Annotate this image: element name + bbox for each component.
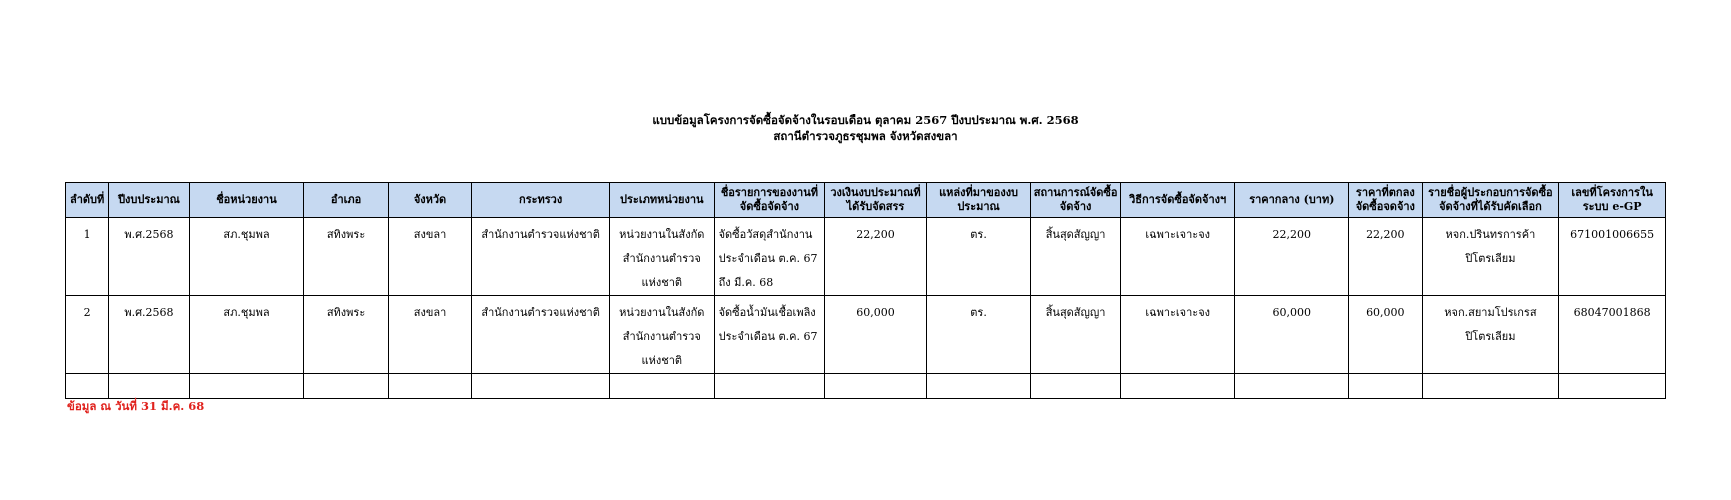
empty-cell [189, 374, 304, 399]
cell-district: สทิงพระ [304, 218, 388, 296]
cell-vendor: หจก.สยามโปรเกรสปิโตรเลียม [1422, 296, 1559, 374]
cell-median-price: 60,000 [1235, 296, 1349, 374]
header-cell: เลขที่โครงการในระบบ e-GP [1559, 183, 1666, 218]
empty-cell [1349, 374, 1422, 399]
data-date-note: ข้อมูล ณ วันที่ 31 มี.ค. 68 [67, 399, 205, 413]
cell-year: พ.ศ.2568 [109, 296, 189, 374]
cell-agency: สภ.ชุมพล [189, 218, 304, 296]
cell-province: สงขลา [388, 218, 471, 296]
empty-cell [388, 374, 471, 399]
title-line-2: สถานีตำรวจภูธรชุมพล จังหวัดสงขลา [773, 129, 958, 143]
empty-cell [610, 374, 715, 399]
header-cell: ชื่อรายการของงานที่จัดซื้อจัดจ้าง [714, 183, 825, 218]
cell-vendor: หจก.ปรินทรการค้าปิโตรเลียม [1422, 218, 1559, 296]
cell-status: สิ้นสุดสัญญา [1031, 296, 1121, 374]
cell-method: เฉพาะเจาะจง [1120, 296, 1235, 374]
procurement-table [65, 182, 1666, 399]
table-row [66, 218, 1666, 296]
header-cell: วิธีการจัดซื้อจัดจ้างฯ [1120, 183, 1235, 218]
header-cell: ประเภทหน่วยงาน [610, 183, 715, 218]
header-cell: ลำดับที่ [66, 183, 109, 218]
empty-cell [1559, 374, 1666, 399]
cell-source: ตร. [926, 296, 1031, 374]
header-cell: ปีงบประมาณ [109, 183, 189, 218]
cell-no: 1 [66, 218, 109, 296]
header-cell: แหล่งที่มาของงบประมาณ [926, 183, 1031, 218]
header-cell: ชื่อหน่วยงาน [189, 183, 304, 218]
empty-cell [714, 374, 825, 399]
cell-median-price: 22,200 [1235, 218, 1349, 296]
empty-cell [66, 374, 109, 399]
empty-cell [1120, 374, 1235, 399]
empty-cell [825, 374, 927, 399]
header-cell: วงเงินงบประมาณที่ได้รับจัดสรร [825, 183, 927, 218]
cell-egp-no: 68047001868 [1559, 296, 1666, 374]
cell-agency-type: หน่วยงานในสังกัดสำนักงานตำรวจแห่งชาติ [610, 296, 715, 374]
header-row [66, 183, 1666, 218]
table-row [66, 296, 1666, 374]
header-cell: กระทรวง [472, 183, 610, 218]
header-cell: รายชื่อผู้ประกอบการจัดซื้อจัดจ้างที่ได้รับคัดเลือก [1422, 183, 1559, 218]
cell-agency: สภ.ชุมพล [189, 296, 304, 374]
empty-cell [109, 374, 189, 399]
cell-budget: 22,200 [825, 218, 927, 296]
cell-ministry: สำนักงานตำรวจแห่งชาติ [472, 218, 610, 296]
cell-agency-type: หน่วยงานในสังกัดสำนักงานตำรวจแห่งชาติ [610, 218, 715, 296]
cell-ministry: สำนักงานตำรวจแห่งชาติ [472, 296, 610, 374]
empty-cell [1031, 374, 1121, 399]
empty-cell [1235, 374, 1349, 399]
cell-item: จัดซื้อน้ำมันเชื้อเพลิงประจำเดือน ต.ค. 67 [714, 296, 825, 374]
cell-egp-no: 671001006655 [1559, 218, 1666, 296]
cell-status: สิ้นสุดสัญญา [1031, 218, 1121, 296]
empty-cell [472, 374, 610, 399]
header-cell: ราคาที่ตกลงจัดซื้อจดจ้าง [1349, 183, 1422, 218]
header-cell: ราคากลาง (บาท) [1235, 183, 1349, 218]
cell-method: เฉพาะเจาะจง [1120, 218, 1235, 296]
header-cell: อำเภอ [304, 183, 388, 218]
empty-cell [304, 374, 388, 399]
empty-row [66, 374, 1666, 399]
cell-agreed-price: 60,000 [1349, 296, 1422, 374]
header-cell: จังหวัด [388, 183, 471, 218]
cell-province: สงขลา [388, 296, 471, 374]
cell-district: สทิงพระ [304, 296, 388, 374]
document-title [0, 112, 1731, 144]
cell-source: ตร. [926, 218, 1031, 296]
cell-year: พ.ศ.2568 [109, 218, 189, 296]
empty-cell [926, 374, 1031, 399]
cell-no: 2 [66, 296, 109, 374]
header-cell: สถานการณ์จัดซื้อจัดจ้าง [1031, 183, 1121, 218]
cell-item: จัดซื้อวัสดุสำนักงานประจำเดือน ต.ค. 67 ถึง มี.ค. 68 [714, 218, 825, 296]
title-line-1: แบบข้อมูลโครงการจัดซื้อจัดจ้างในรอบเดือน ตุลาคม 2567 ปีงบประมาณ พ.ศ. 2568 [652, 113, 1079, 127]
empty-cell [1422, 374, 1559, 399]
cell-agreed-price: 22,200 [1349, 218, 1422, 296]
cell-budget: 60,000 [825, 296, 927, 374]
